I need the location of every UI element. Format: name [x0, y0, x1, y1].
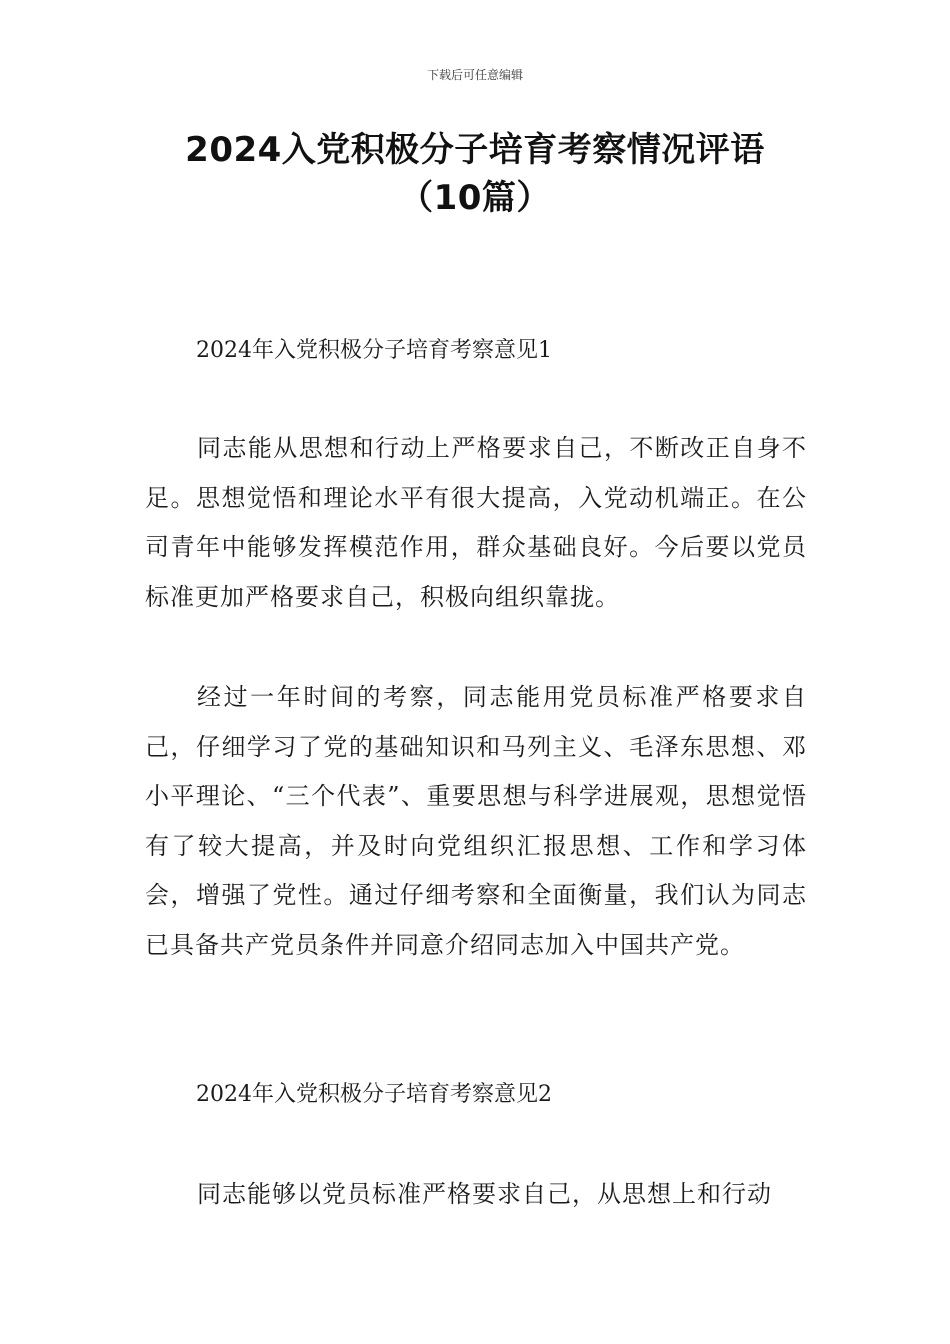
document-title: 2024入党积极分子培育考察情况评语（10篇） — [185, 130, 765, 218]
paragraph-1: 同志能从思想和行动上严格要求自己，不断改正自身不足。思想觉悟和理论水平有很大提高，入党动机端正。在公司青年中能够发挥模范作用，群众基础良好。今后要以党员标准更加严格要求自己，积极向组织靠拢。 — [145, 434, 807, 611]
section-heading-1: 2024年入党积极分子培育考察意见1 — [196, 338, 552, 363]
header-note: 下载后可任意编辑 — [426, 68, 523, 82]
paragraph-3: 同志能够以党员标准严格要求自己，从思想上和行动 — [197, 1180, 772, 1208]
section-heading-2: 2024年入党积极分子培育考察意见2 — [196, 1082, 552, 1107]
paragraph-2: 经过一年时间的考察，同志能用党员标准严格要求自己，仔细学习了党的基础知识和马列主义、毛泽东思想、邓小平理论、“三个代表”、重要思想与科学进展观，思想觉悟有了较大提高，并及时向党组织汇报思想、工作和学习体会，增强了党性。通过仔细考察和全面衡量，我们认为同志已具备共产党员条件并同意介绍同志加入中国共产党。 — [145, 683, 807, 959]
